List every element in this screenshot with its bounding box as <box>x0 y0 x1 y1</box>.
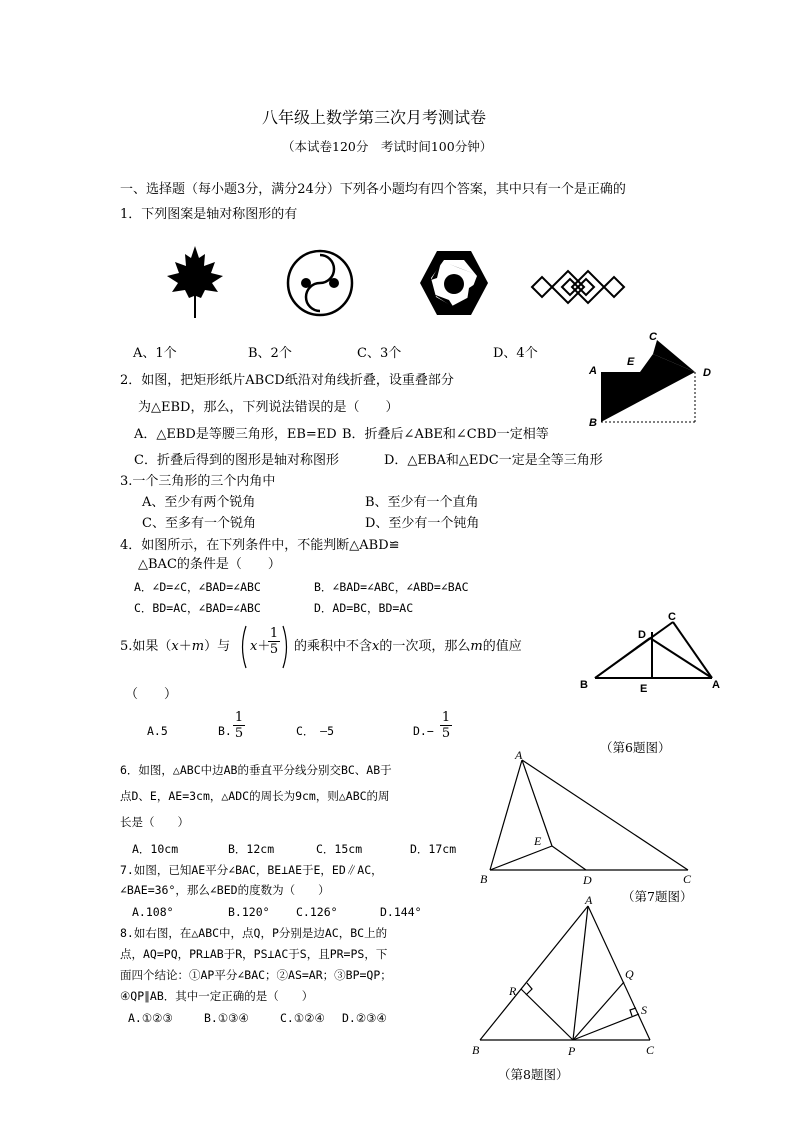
q4-label-c: C <box>668 611 676 623</box>
q5-left-paren <box>238 625 248 669</box>
q2-label-c: C <box>649 331 657 343</box>
q2-label-e: E <box>627 356 635 368</box>
q6-option-b[interactable]: B．12cm <box>228 842 275 856</box>
q2-option-b[interactable]: B．折叠后∠ABE和∠CBD一定相等 <box>342 427 549 442</box>
q3-option-d[interactable]: D、至少有一个钝角 <box>365 516 480 531</box>
q5-option-b-fraction: $\frac{1}{5}$ <box>234 710 244 741</box>
q1-option-c[interactable]: C、3个 <box>357 346 402 361</box>
q8-label-p: P <box>568 1044 576 1058</box>
q7-option-c[interactable]: C.126° <box>296 905 338 919</box>
q4-option-c[interactable]: C．BD=AC，∠BAD=∠ABC <box>134 601 261 615</box>
q6-caption: （第6题图） <box>600 740 671 755</box>
q2-figure <box>585 328 720 428</box>
q5-answer-paren: （ ） <box>125 687 178 702</box>
q5-stem-tail: 的乘积中不含x的一次项，那么m的值应 <box>294 639 522 654</box>
q4-line-1: 4．如图所示，在下列条件中，不能判断△ABD≌ <box>120 538 400 553</box>
q7-caption: （第7题图） <box>622 889 693 904</box>
q2-label-d: D <box>703 367 711 379</box>
q5-fraction: $\frac{1}{5}$ <box>269 626 279 657</box>
q7-label-e: E <box>534 834 542 848</box>
q4-option-a[interactable]: A．∠D=∠C，∠BAD=∠ABC <box>134 580 261 594</box>
q7-label-b: B <box>480 872 488 886</box>
section-heading: 一、选择题（每小题3分，满分24分）下列各小题均有四个答案，其中只有一个是正确的 <box>120 182 626 197</box>
q5-option-c[interactable]: C． —5 <box>296 724 335 738</box>
q8-label-b: B <box>472 1043 480 1057</box>
q7-line-1: 7.如图，已知AE平分∠BAC，BE⊥AE于E，ED∥AC， <box>120 863 383 877</box>
q4-figure <box>578 608 728 698</box>
q8-label-s: S <box>641 1003 647 1017</box>
q2-option-a[interactable]: A．△EBD是等腰三角形，EB=ED <box>134 427 337 442</box>
q6-line-1: 6．如图，△ABC中边AB的垂直平分线分别交BC、AB于 <box>120 763 392 777</box>
q4-label-b: B <box>580 679 588 691</box>
q8-figure <box>466 892 666 1057</box>
q8-label-r: R <box>509 984 517 998</box>
q1-option-d[interactable]: D、4个 <box>493 346 538 361</box>
q2-line-1: 2．如图，把矩形纸片ABCD纸沿对角线折叠，设重叠部分 <box>120 373 454 388</box>
q5-option-d-fraction: $\frac{1}{5}$ <box>441 710 451 741</box>
q4-option-d[interactable]: D．AD=BC，BD=AC <box>314 601 414 615</box>
q4-line-2: △BAC的条件是（ ） <box>138 557 281 572</box>
q8-label-q: Q <box>625 967 634 981</box>
q6-line-2: 点D、E，AE=3cm，△ADC的周长为9cm，则△ABC的周 <box>120 789 390 803</box>
hexagon-pattern-icon <box>419 250 489 316</box>
q7-label-c: C <box>683 872 692 886</box>
q2-label-a: A <box>589 365 597 377</box>
q5-option-b[interactable]: B. <box>218 724 232 738</box>
q8-label-c: C <box>646 1043 655 1057</box>
q4-option-b[interactable]: B．∠BAD=∠ABC，∠ABD=∠BAC <box>314 580 469 594</box>
q6-option-c[interactable]: C．15cm <box>316 842 363 856</box>
q6-line-3: 长是（ ） <box>120 815 189 829</box>
q6-option-a[interactable]: A．10cm <box>132 842 179 856</box>
q8-option-b[interactable]: B.①③④ <box>204 1011 249 1025</box>
q1-option-b[interactable]: B、2个 <box>248 346 292 361</box>
q5-frac-x: x＋ <box>250 639 271 654</box>
page-title: 八年级上数学第三次月考测试卷 <box>262 108 487 127</box>
q2-label-b: B <box>589 417 597 429</box>
knot-pattern-icon <box>530 268 626 306</box>
q7-label-d: D <box>583 873 592 887</box>
q8-option-a[interactable]: A.①②③ <box>128 1011 173 1025</box>
maple-leaf-icon <box>165 246 225 320</box>
q7-figure <box>478 745 698 885</box>
q7-option-a[interactable]: A.108° <box>132 905 174 919</box>
q2-option-c[interactable]: C．折叠后得到的图形是轴对称图形 <box>134 453 339 468</box>
q1-option-a[interactable]: A、1个 <box>133 346 177 361</box>
q8-option-c[interactable]: C.①②④ <box>280 1011 325 1025</box>
q3-option-b[interactable]: B、至少有一个直角 <box>365 495 479 510</box>
q8-option-d[interactable]: D.②③④ <box>342 1011 387 1025</box>
q8-line-2: 点，AQ=PQ，PR⊥AB于R，PS⊥AC于S，且PR=PS，下 <box>120 947 388 961</box>
q8-label-a: A <box>585 893 593 907</box>
q4-label-e: E <box>640 683 648 695</box>
q1-stem: 1．下列图案是轴对称图形的有 <box>120 207 298 222</box>
q2-option-d[interactable]: D．△EBA和△EDC一定是全等三角形 <box>384 453 603 468</box>
q3-option-a[interactable]: A、至少有两个锐角 <box>142 495 256 510</box>
q8-line-1: 8.如右图，在△ABC中，点Q，P分别是边AC，BC上的 <box>120 926 388 940</box>
q5-right-paren <box>281 625 291 669</box>
q5-option-a[interactable]: A.5 <box>147 724 168 738</box>
yin-yang-icon <box>286 249 354 317</box>
q5-option-d[interactable]: D.− <box>413 724 434 738</box>
q2-line-2: 为△EBD，那么，下列说法错误的是（ ） <box>138 400 399 415</box>
q3-stem: 3.一个三角形的三个内角中 <box>120 474 276 489</box>
page-subtitle: （本试卷120分 考试时间100分钟） <box>282 139 493 154</box>
q8-caption: （第8题图） <box>498 1067 569 1082</box>
q7-option-d[interactable]: D.144° <box>380 905 422 919</box>
q3-option-c[interactable]: C、至多有一个锐角 <box>142 516 256 531</box>
q7-line-2: ∠BAE=36°，那么∠BED的度数为（ ） <box>120 883 330 897</box>
q8-line-3: 面四个结论：①AP平分∠BAC；②AS=AR；③BP=QP； <box>120 968 392 982</box>
q4-label-d: D <box>638 629 646 641</box>
q7-label-a: A <box>515 748 523 762</box>
q4-label-a: A <box>712 679 720 691</box>
q8-line-4: ④QP∥AB．其中一定正确的是（ ） <box>120 989 314 1003</box>
q6-option-d[interactable]: D．17cm <box>410 842 457 856</box>
q7-option-b[interactable]: B.120° <box>228 905 270 919</box>
q5-stem: 5.如果（x＋m）与 <box>120 639 231 654</box>
